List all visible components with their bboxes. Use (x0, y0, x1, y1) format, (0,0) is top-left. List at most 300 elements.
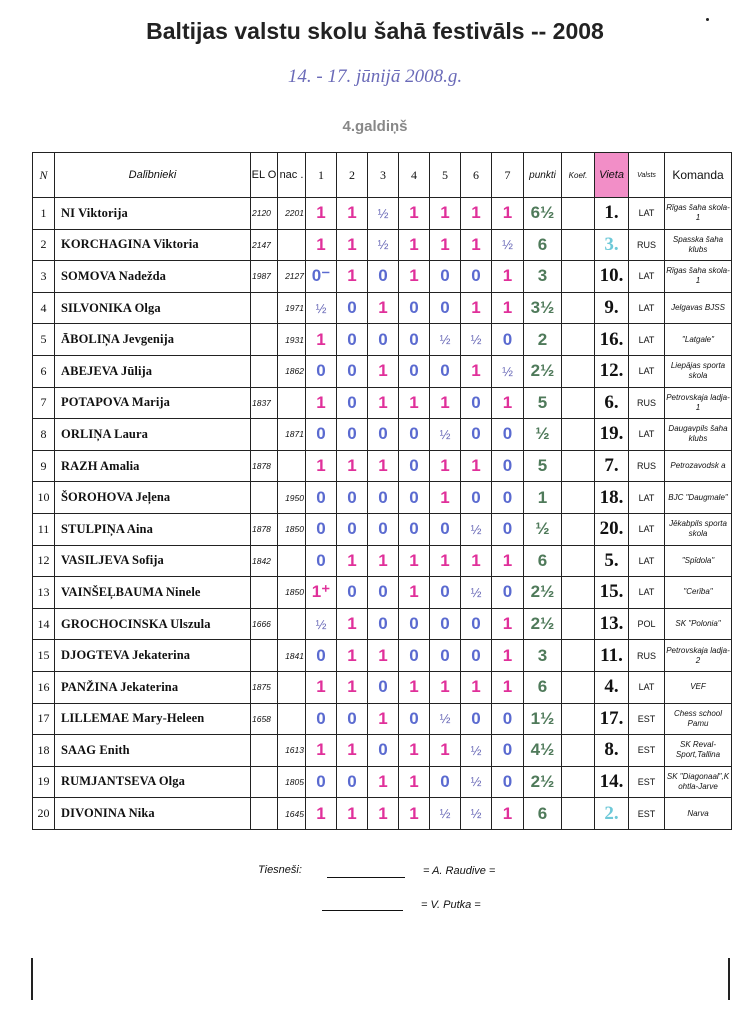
elo-rating: 1658 (251, 703, 278, 735)
round-result: 0 (337, 324, 368, 356)
round-result: 1⁺ (306, 577, 337, 609)
round-result: 0 (492, 513, 524, 545)
round-result: 1 (337, 640, 368, 672)
national-rating: 1841 (278, 640, 306, 672)
round-result: 0 (337, 355, 368, 387)
round-result: 1 (337, 198, 368, 230)
koef-cell (562, 355, 595, 387)
country-code: RUS (629, 450, 665, 482)
table-row (33, 703, 732, 735)
koef-cell (562, 671, 595, 703)
round-result: 0 (368, 577, 399, 609)
koef-cell (562, 387, 595, 419)
team-name: Petrovskaja ladja-2 (665, 640, 732, 672)
round-result: 0 (306, 703, 337, 735)
country-code: RUS (629, 387, 665, 419)
koef-cell (562, 513, 595, 545)
round-result: 1 (399, 671, 430, 703)
round-result: 1 (430, 198, 461, 230)
team-name: Spasska šaha klubs (665, 229, 732, 261)
table-row (33, 608, 732, 640)
participant-name: VASILJEVA Sofija (55, 545, 251, 577)
team-name: Liepājas sporta skola (665, 355, 732, 387)
final-place: 18. (595, 482, 629, 514)
national-rating (278, 229, 306, 261)
round-result: 1 (492, 545, 524, 577)
row-number: 9 (33, 450, 55, 482)
judges-label: Tiesneši: (258, 864, 302, 876)
participant-name: SOMOVA Nadežda (55, 261, 251, 293)
row-number: 11 (33, 513, 55, 545)
round-result: 0 (461, 261, 492, 293)
elo-rating (251, 798, 278, 830)
elo-rating: 1842 (251, 545, 278, 577)
round-result: 0 (368, 419, 399, 451)
col-header-team: Komanda (665, 153, 732, 198)
participant-name: PANŽINA Jekaterina (55, 671, 251, 703)
col-header-place: Vieta (595, 153, 629, 198)
elo-rating: 2147 (251, 229, 278, 261)
round-result: 1 (306, 450, 337, 482)
elo-rating (251, 292, 278, 324)
round-result: 0 (368, 482, 399, 514)
round-result: 0 (461, 482, 492, 514)
row-number: 5 (33, 324, 55, 356)
row-number: 1 (33, 198, 55, 230)
participant-name: RAZH Amalia (55, 450, 251, 482)
round-result: 1 (492, 640, 524, 672)
country-code: LAT (629, 198, 665, 230)
participant-name: ORLIŅA Laura (55, 419, 251, 451)
final-place: 16. (595, 324, 629, 356)
round-result: 0 (461, 703, 492, 735)
national-rating: 1613 (278, 735, 306, 767)
elo-rating (251, 419, 278, 451)
round-result: 1 (368, 766, 399, 798)
final-place: 8. (595, 735, 629, 767)
final-place: 13. (595, 608, 629, 640)
koef-cell (562, 324, 595, 356)
signature-line-1 (327, 877, 405, 878)
signature-line-2 (322, 910, 403, 911)
country-code: RUS (629, 640, 665, 672)
round-result: ½ (461, 766, 492, 798)
col-header-n: N (33, 153, 55, 198)
round-result: 1 (399, 229, 430, 261)
round-result: 0 (337, 766, 368, 798)
table-row (33, 671, 732, 703)
round-result: 1 (461, 545, 492, 577)
table-row (33, 419, 732, 451)
table-row (33, 355, 732, 387)
round-result: 1 (337, 798, 368, 830)
final-place: 6. (595, 387, 629, 419)
results-table (32, 152, 732, 830)
round-result: ½ (461, 513, 492, 545)
final-place: 15. (595, 577, 629, 609)
row-number: 20 (33, 798, 55, 830)
total-points: 2½ (524, 355, 562, 387)
final-place: 17. (595, 703, 629, 735)
round-result: 0 (306, 513, 337, 545)
row-number: 10 (33, 482, 55, 514)
round-result: 1 (337, 545, 368, 577)
elo-rating (251, 577, 278, 609)
team-name: Rīgas šaha skola-1 (665, 261, 732, 293)
national-rating (278, 671, 306, 703)
round-result: 1 (368, 545, 399, 577)
round-result: 1 (461, 292, 492, 324)
round-result: 1 (461, 671, 492, 703)
round-result: 1 (430, 482, 461, 514)
round-result: 1 (337, 735, 368, 767)
round-result: 1 (306, 387, 337, 419)
row-number: 3 (33, 261, 55, 293)
total-points: 3 (524, 261, 562, 293)
round-result: 0 (337, 703, 368, 735)
round-result: 1 (461, 198, 492, 230)
national-rating: 1862 (278, 355, 306, 387)
total-points: 3 (524, 640, 562, 672)
final-place: 4. (595, 671, 629, 703)
round-result: 0 (399, 608, 430, 640)
round-result: 0 (368, 671, 399, 703)
participant-name: STULPIŅA Aina (55, 513, 251, 545)
round-result: 0 (492, 703, 524, 735)
round-result: 0 (306, 482, 337, 514)
col-header-round-1: 1 (306, 153, 337, 198)
round-result: 1 (461, 450, 492, 482)
koef-cell (562, 261, 595, 293)
round-result: 0 (492, 482, 524, 514)
national-rating: 1971 (278, 292, 306, 324)
national-rating: 1805 (278, 766, 306, 798)
round-result: 1 (306, 735, 337, 767)
round-result: 0 (461, 608, 492, 640)
elo-rating (251, 735, 278, 767)
round-result: 1 (368, 640, 399, 672)
table-row (33, 577, 732, 609)
row-number: 13 (33, 577, 55, 609)
document-title: Baltijas valstu skolu šahā festivāls -- 2008 (146, 18, 604, 44)
total-points: 6 (524, 545, 562, 577)
final-place: 10. (595, 261, 629, 293)
round-result: ½ (306, 292, 337, 324)
koef-cell (562, 198, 595, 230)
elo-rating: 1878 (251, 513, 278, 545)
participant-name: POTAPOVA Marija (55, 387, 251, 419)
round-result: 1 (399, 577, 430, 609)
final-place: 14. (595, 766, 629, 798)
row-number: 6 (33, 355, 55, 387)
round-result: ½ (430, 324, 461, 356)
koef-cell (562, 640, 595, 672)
round-result: 0 (337, 419, 368, 451)
table-row (33, 798, 732, 830)
round-result: 1 (492, 292, 524, 324)
round-result: 1 (492, 798, 524, 830)
round-result: 0 (430, 261, 461, 293)
round-result: ½ (492, 229, 524, 261)
judge-1-name: = A. Raudive = (423, 865, 496, 877)
round-result: 0⁻ (306, 261, 337, 293)
country-code: LAT (629, 577, 665, 609)
round-result: 0 (399, 355, 430, 387)
row-number: 4 (33, 292, 55, 324)
round-result: 0 (430, 640, 461, 672)
team-name: SK "Polonia" (665, 608, 732, 640)
round-result: 1 (430, 450, 461, 482)
round-result: 1 (399, 798, 430, 830)
table-row (33, 324, 732, 356)
round-result: 0 (399, 482, 430, 514)
team-name: Chess school Pamu (665, 703, 732, 735)
total-points: 5 (524, 387, 562, 419)
national-rating (278, 450, 306, 482)
final-place: 9. (595, 292, 629, 324)
koef-cell (562, 229, 595, 261)
country-code: LAT (629, 671, 665, 703)
table-row (33, 513, 732, 545)
team-name: Rīgas šaha skola-1 (665, 198, 732, 230)
final-place: 3. (595, 229, 629, 261)
elo-rating (251, 766, 278, 798)
country-code: EST (629, 766, 665, 798)
round-result: 0 (306, 419, 337, 451)
round-result: 1 (492, 261, 524, 293)
koef-cell (562, 545, 595, 577)
round-result: 0 (430, 577, 461, 609)
round-result: 1 (492, 671, 524, 703)
round-result: 0 (399, 292, 430, 324)
participant-name: DIVONINA Nika (55, 798, 251, 830)
event-dates: 14. - 17. jūnijā 2008.g. (287, 66, 463, 87)
round-result: ½ (430, 419, 461, 451)
col-header-nac: nac . (278, 153, 306, 198)
total-points: 6½ (524, 198, 562, 230)
round-result: ½ (430, 703, 461, 735)
round-result: ½ (430, 798, 461, 830)
country-code: LAT (629, 324, 665, 356)
total-points: 3½ (524, 292, 562, 324)
team-name: "Cerība" (665, 577, 732, 609)
round-result: 0 (399, 513, 430, 545)
country-code: LAT (629, 292, 665, 324)
col-header-round-5: 5 (430, 153, 461, 198)
round-result: 0 (337, 482, 368, 514)
round-result: 0 (461, 419, 492, 451)
participant-name: VAINŠEĻBAUMA Ninele (55, 577, 251, 609)
koef-cell (562, 577, 595, 609)
round-result: 1 (337, 229, 368, 261)
elo-rating (251, 482, 278, 514)
elo-rating (251, 640, 278, 672)
round-result: 0 (306, 355, 337, 387)
national-rating: 1645 (278, 798, 306, 830)
round-result: 1 (306, 324, 337, 356)
country-code: LAT (629, 419, 665, 451)
elo-rating: 1987 (251, 261, 278, 293)
round-result: 1 (430, 229, 461, 261)
round-result: 0 (461, 387, 492, 419)
koef-cell (562, 292, 595, 324)
round-result: 0 (430, 608, 461, 640)
round-result: 0 (492, 735, 524, 767)
team-name: Petrovskaja ladja-1 (665, 387, 732, 419)
round-result: 0 (337, 513, 368, 545)
team-name: Jēkabpils sporta skola (665, 513, 732, 545)
round-result: 1 (399, 387, 430, 419)
scan-edge-right (728, 958, 730, 1000)
total-points: 6 (524, 671, 562, 703)
col-header-round-2: 2 (337, 153, 368, 198)
koef-cell (562, 450, 595, 482)
round-result: 0 (492, 450, 524, 482)
board-label: 4.galdiņš (342, 118, 408, 135)
round-result: 1 (368, 450, 399, 482)
participant-name: ABEJEVA Jūlija (55, 355, 251, 387)
participant-name: SILVONIKA Olga (55, 292, 251, 324)
national-rating (278, 387, 306, 419)
koef-cell (562, 766, 595, 798)
scan-edge-left (31, 958, 33, 1000)
table-row (33, 229, 732, 261)
round-result: 0 (368, 513, 399, 545)
country-code: EST (629, 735, 665, 767)
round-result: 0 (430, 292, 461, 324)
national-rating: 1931 (278, 324, 306, 356)
national-rating: 1871 (278, 419, 306, 451)
round-result: ½ (461, 577, 492, 609)
team-name: Daugavpils šaha klubs (665, 419, 732, 451)
round-result: 0 (368, 324, 399, 356)
koef-cell (562, 798, 595, 830)
col-header-round-4: 4 (399, 153, 430, 198)
national-rating: 2201 (278, 198, 306, 230)
round-result: 1 (461, 355, 492, 387)
total-points: 4½ (524, 735, 562, 767)
round-result: 1 (430, 387, 461, 419)
round-result: 1 (368, 292, 399, 324)
round-result: 1 (492, 198, 524, 230)
row-number: 12 (33, 545, 55, 577)
round-result: 0 (337, 387, 368, 419)
round-result: 1 (368, 355, 399, 387)
round-result: 0 (399, 703, 430, 735)
total-points: 5 (524, 450, 562, 482)
total-points: ½ (524, 513, 562, 545)
elo-rating: 2120 (251, 198, 278, 230)
national-rating: 1850 (278, 577, 306, 609)
round-result: 1 (306, 798, 337, 830)
participant-name: SAAG Enith (55, 735, 251, 767)
round-result: 0 (368, 608, 399, 640)
participant-name: KORCHAGINA Viktoria (55, 229, 251, 261)
country-code: LAT (629, 482, 665, 514)
total-points: 2½ (524, 577, 562, 609)
participant-name: ĀBOLIŅA Jevgenija (55, 324, 251, 356)
round-result: 0 (492, 766, 524, 798)
round-result: 1 (337, 671, 368, 703)
round-result: 1 (368, 798, 399, 830)
participant-name: NI Viktorija (55, 198, 251, 230)
row-number: 2 (33, 229, 55, 261)
row-number: 18 (33, 735, 55, 767)
round-result: 0 (430, 766, 461, 798)
elo-rating: 1878 (251, 450, 278, 482)
team-name: SK "Diagonaal",K ohtla-Jarve (665, 766, 732, 798)
round-result: 0 (306, 640, 337, 672)
table-row (33, 261, 732, 293)
koef-cell (562, 703, 595, 735)
round-result: 0 (492, 419, 524, 451)
corner-mark (706, 18, 709, 21)
total-points: 2 (524, 324, 562, 356)
participant-name: ŠOROHOVA Jeļena (55, 482, 251, 514)
final-place: 2. (595, 798, 629, 830)
country-code: LAT (629, 355, 665, 387)
table-row (33, 292, 732, 324)
elo-rating: 1875 (251, 671, 278, 703)
final-place: 7. (595, 450, 629, 482)
country-code: EST (629, 798, 665, 830)
round-result: 0 (337, 292, 368, 324)
col-header-round-7: 7 (492, 153, 524, 198)
round-result: 1 (461, 229, 492, 261)
col-header-points: punkti (524, 153, 562, 198)
national-rating (278, 545, 306, 577)
round-result: 0 (492, 577, 524, 609)
participant-name: LILLEMAE Mary-Heleen (55, 703, 251, 735)
row-number: 14 (33, 608, 55, 640)
total-points: 2½ (524, 766, 562, 798)
round-result: ½ (492, 355, 524, 387)
total-points: ½ (524, 419, 562, 451)
total-points: 6 (524, 229, 562, 261)
col-header-round-3: 3 (368, 153, 399, 198)
table-row (33, 766, 732, 798)
round-result: 0 (430, 355, 461, 387)
header-row (33, 153, 732, 198)
round-result: 1 (492, 387, 524, 419)
table-row (33, 545, 732, 577)
round-result: ½ (461, 735, 492, 767)
round-result: 1 (399, 735, 430, 767)
final-place: 11. (595, 640, 629, 672)
round-result: 0 (399, 640, 430, 672)
round-result: ½ (368, 229, 399, 261)
round-result: 0 (337, 577, 368, 609)
round-result: 1 (368, 387, 399, 419)
final-place: 19. (595, 419, 629, 451)
round-result: 1 (399, 198, 430, 230)
country-code: RUS (629, 229, 665, 261)
national-rating: 1950 (278, 482, 306, 514)
round-result: 0 (399, 324, 430, 356)
row-number: 7 (33, 387, 55, 419)
round-result: 0 (368, 261, 399, 293)
team-name: "Spīdola" (665, 545, 732, 577)
round-result: 0 (306, 766, 337, 798)
participant-name: DJOGTEVA Jekaterina (55, 640, 251, 672)
country-code: LAT (629, 261, 665, 293)
total-points: 1 (524, 482, 562, 514)
elo-rating (251, 355, 278, 387)
national-rating: 2127 (278, 261, 306, 293)
final-place: 20. (595, 513, 629, 545)
row-number: 17 (33, 703, 55, 735)
team-name: "Latgale" (665, 324, 732, 356)
